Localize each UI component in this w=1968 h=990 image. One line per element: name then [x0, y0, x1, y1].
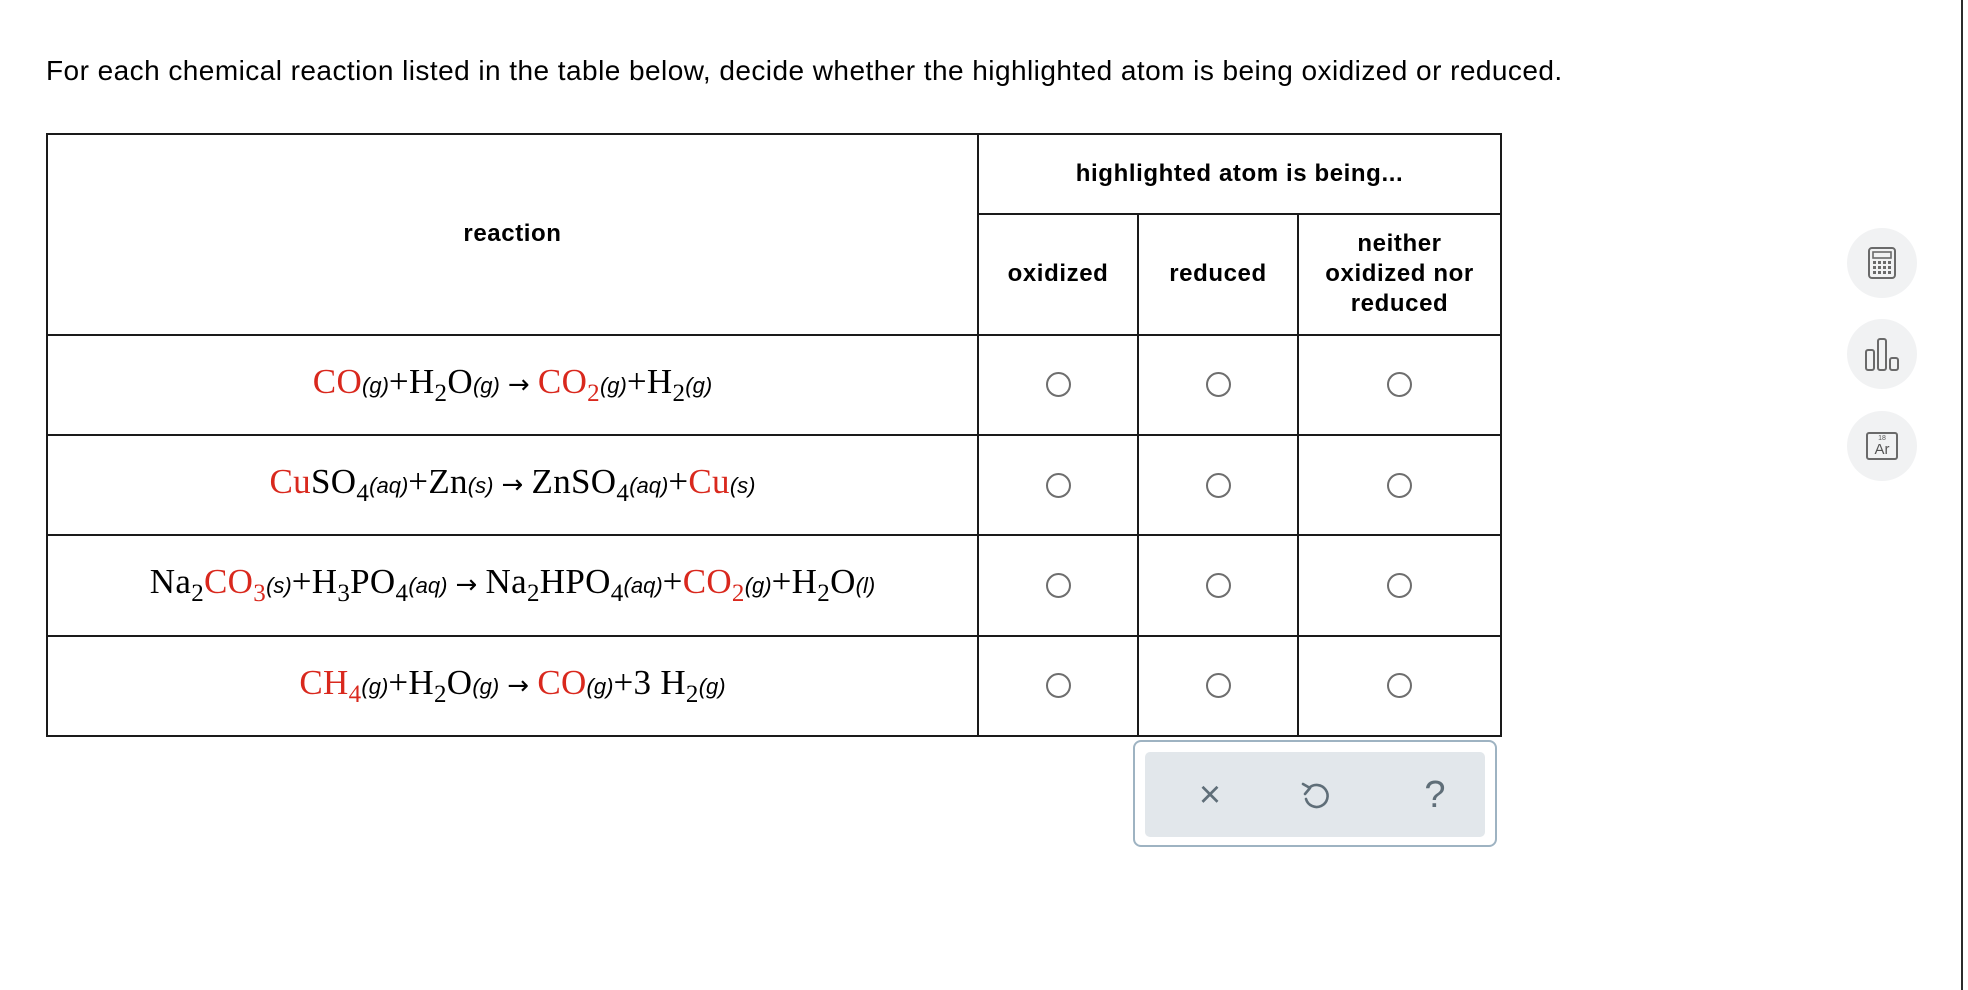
reduced-option-cell [1138, 435, 1298, 535]
help-button[interactable] [1412, 772, 1458, 818]
reduced-option-cell [1138, 636, 1298, 736]
neither-column-header [1298, 214, 1501, 334]
formula-token: H [408, 361, 435, 401]
reduced-radio[interactable] [1206, 372, 1231, 397]
reaction-equation [149, 562, 876, 608]
neither-radio[interactable] [1387, 573, 1412, 598]
subscript: 2 [433, 680, 447, 708]
subscript: 4 [356, 480, 370, 508]
oxidized-radio[interactable] [1046, 473, 1071, 498]
formula-token: Zn [428, 462, 468, 502]
table-row [47, 335, 1501, 435]
highlighted-atom: CO [537, 361, 588, 401]
answer-tools-panel [1133, 740, 1497, 847]
undo-icon [1300, 778, 1332, 812]
formula-token: O [447, 361, 473, 401]
highlighted-atom: CO [204, 562, 254, 602]
subscript: 4 [610, 580, 624, 608]
formula-token: + [771, 562, 792, 602]
reduced-radio[interactable] [1206, 673, 1231, 698]
state-label: (g) [586, 673, 614, 699]
oxidized-option-cell [978, 535, 1138, 635]
periodic-icon-symbol: Ar [1874, 441, 1890, 458]
neither-radio[interactable] [1387, 372, 1412, 397]
formula-token: + [613, 662, 634, 702]
periodic-table-icon [1866, 432, 1898, 460]
formula-token: H [791, 562, 818, 602]
highlighted-atom: 4 [348, 680, 362, 708]
help-icon: ? [1424, 774, 1446, 816]
table-row [47, 535, 1501, 635]
page-right-border [1961, 0, 1963, 990]
subscript: 4 [395, 580, 409, 608]
state-label: (g) [361, 673, 389, 699]
formula-token: + [668, 462, 689, 502]
answer-tools-bar [1145, 752, 1485, 837]
reaction-cell [47, 636, 978, 736]
oxidized-option-cell [978, 335, 1138, 435]
formula-token: O [830, 562, 856, 602]
formula-token: Na [485, 562, 527, 602]
reaction-equation [312, 361, 713, 407]
formula-token: + [388, 662, 409, 702]
highlighted-atom: Cu [269, 462, 311, 502]
reaction-cell [47, 435, 978, 535]
reduced-radio[interactable] [1206, 473, 1231, 498]
calculator-button[interactable] [1847, 228, 1917, 298]
state-label: (g) [362, 372, 389, 398]
neither-radio[interactable] [1387, 673, 1412, 698]
formula-token: SO [310, 462, 357, 502]
clear-button[interactable] [1187, 772, 1233, 818]
periodic-table-button[interactable] [1847, 411, 1917, 481]
reaction-column-header: reaction [47, 134, 978, 335]
oxidized-radio[interactable] [1046, 673, 1071, 698]
neither-option-cell [1298, 636, 1501, 736]
formula-token: + [626, 361, 647, 401]
neither-option-cell [1298, 435, 1501, 535]
group-header: highlighted atom is being... [978, 134, 1501, 214]
subscript: 2 [672, 379, 686, 407]
reaction-cell [47, 335, 978, 435]
state-label: (g) [472, 372, 500, 398]
calculator-icon [1867, 246, 1897, 280]
formula-token: H [408, 662, 434, 702]
formula-token: + [662, 562, 683, 602]
subscript: 2 [817, 580, 831, 608]
state-label: (l) [855, 573, 876, 599]
reduced-column-header: reduced [1138, 214, 1298, 334]
oxidized-radio[interactable] [1046, 372, 1071, 397]
formula-token: + [291, 562, 312, 602]
subscript: 3 [337, 580, 351, 608]
subscript: 4 [616, 480, 630, 508]
highlighted-atom: CO [537, 662, 587, 702]
state-label: (g) [599, 372, 627, 398]
subscript: 2 [434, 379, 448, 407]
state-label: (aq) [623, 573, 663, 599]
reaction-cell [47, 535, 978, 635]
state-label: (s) [266, 573, 292, 599]
formula-token: + [408, 462, 429, 502]
formula-token: HPO [539, 562, 611, 602]
reaction-equation [269, 462, 756, 508]
neither-header-line: reduced [1350, 290, 1449, 318]
formula-token: H [646, 361, 673, 401]
reduced-radio[interactable] [1206, 573, 1231, 598]
reaction-arrow-icon: → [455, 570, 478, 601]
state-label: (aq) [408, 573, 448, 599]
subscript: 2 [685, 680, 699, 708]
table-row [47, 636, 1501, 736]
highlighted-atom: 3 [253, 580, 267, 608]
oxidized-option-cell [978, 636, 1138, 736]
highlighted-atom: Cu [688, 462, 730, 502]
state-label: (aq) [369, 473, 409, 499]
formula-token: PO [350, 562, 396, 602]
oxidized-radio[interactable] [1046, 573, 1071, 598]
state-label: (aq) [629, 473, 669, 499]
highlighted-atom: 2 [587, 379, 600, 407]
neither-header-line: oxidized nor [1325, 260, 1474, 288]
neither-option-cell [1298, 535, 1501, 635]
formula-token: ZnSO [531, 462, 617, 502]
reduced-option-cell [1138, 335, 1298, 435]
undo-button[interactable] [1293, 772, 1339, 818]
state-label: (g) [744, 573, 772, 599]
state-label: (s) [729, 473, 756, 499]
formula-token: + [388, 361, 409, 401]
reaction-arrow-icon: → [501, 470, 524, 501]
close-icon: × [1198, 774, 1222, 816]
neither-option-cell [1298, 335, 1501, 435]
neither-radio[interactable] [1387, 473, 1412, 498]
state-label: (g) [472, 673, 500, 699]
bar-chart-icon [1863, 336, 1901, 372]
reduced-option-cell [1138, 535, 1298, 635]
data-chart-button[interactable] [1847, 319, 1917, 389]
formula-token: O [446, 662, 473, 702]
reaction-equation [299, 662, 726, 708]
neither-header-line: neither [1357, 230, 1442, 258]
reaction-table [46, 133, 1502, 737]
highlighted-atom: 2 [731, 580, 745, 608]
oxidized-option-cell [978, 435, 1138, 535]
oxidized-column-header: oxidized [978, 214, 1138, 334]
state-label: (s) [467, 473, 494, 499]
subscript: 2 [526, 580, 540, 608]
formula-token: Na [149, 562, 192, 602]
state-label: (g) [685, 372, 713, 398]
instructions-text: For each chemical reaction listed in the table below, decide whether the highlighted atom is being oxidized or reduced. [46, 55, 1563, 86]
table-row [47, 435, 1501, 535]
subscript: 2 [191, 580, 205, 608]
highlighted-atom: CO [682, 562, 732, 602]
state-label: (g) [698, 673, 726, 699]
formula-token: H [311, 562, 338, 602]
reaction-arrow-icon: → [507, 670, 530, 701]
reaction-arrow-icon: → [507, 369, 530, 400]
highlighted-atom: CO [312, 361, 363, 401]
highlighted-atom: CH [299, 662, 349, 702]
periodic-icon-number: 18 [1878, 435, 1886, 442]
formula-token: 3 H [633, 662, 686, 702]
